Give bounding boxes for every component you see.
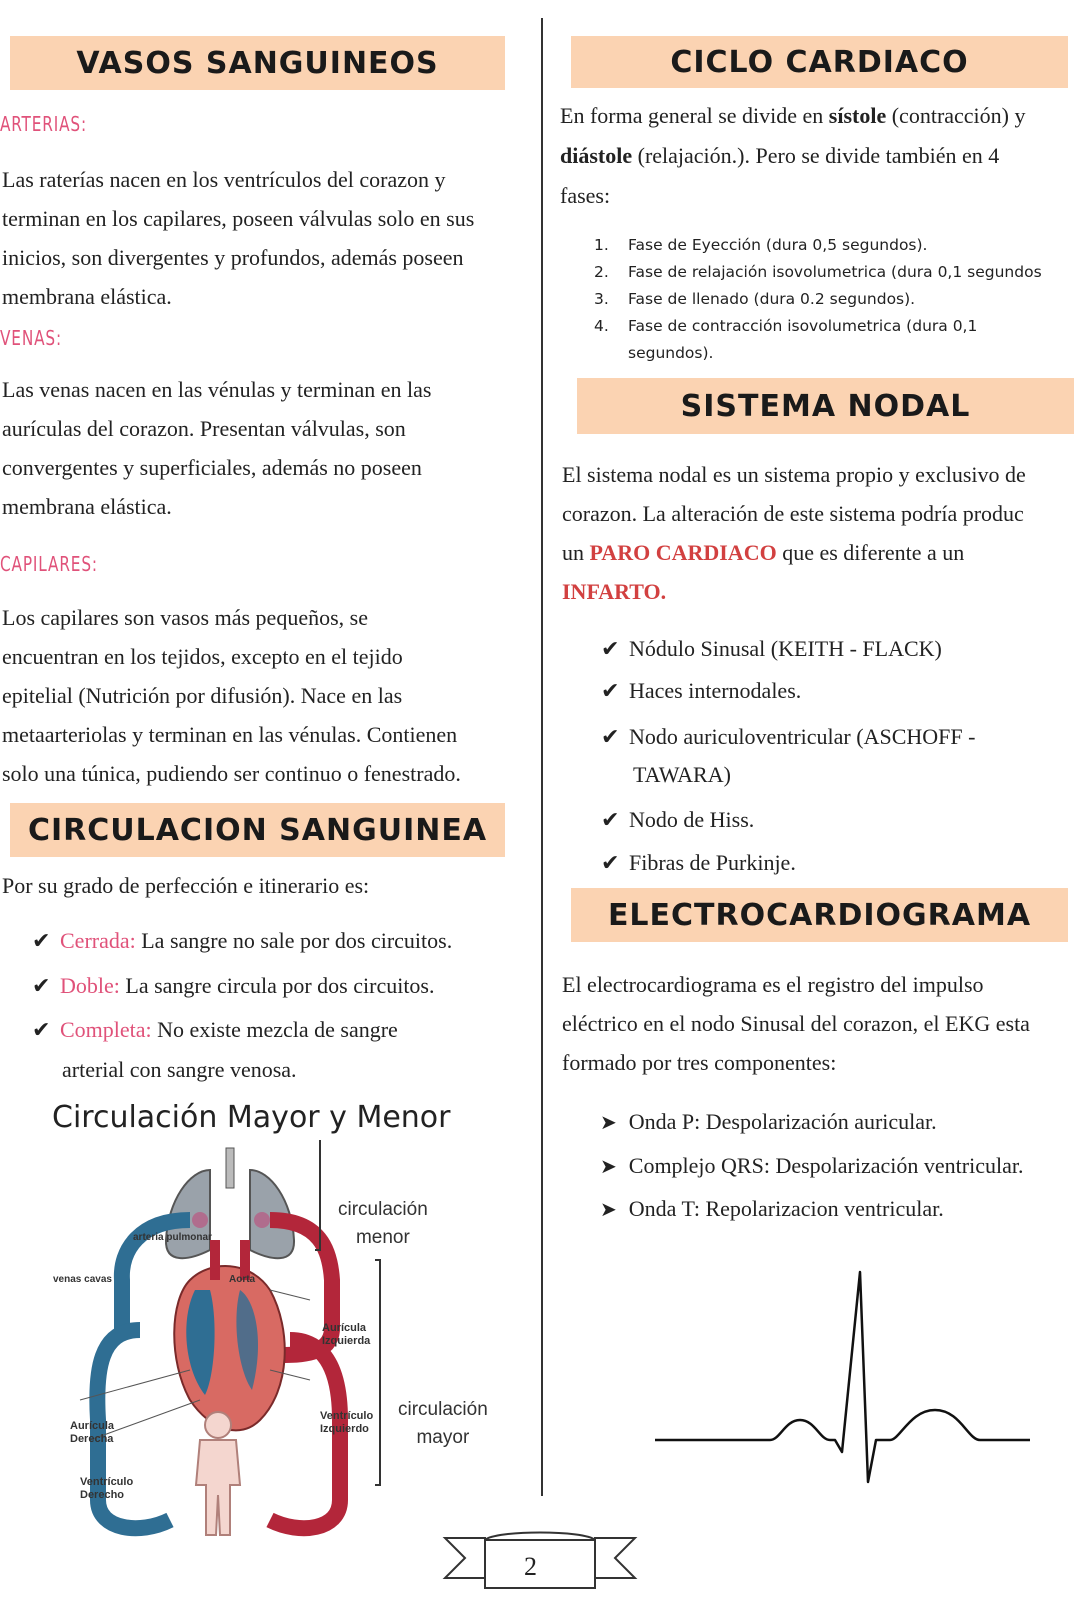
- circulacion-item-cerrada: ✔ Cerrada: La sangre no sale por dos circuitos.: [32, 928, 453, 954]
- label-circulacion-menor: circulación menor: [338, 1199, 428, 1248]
- ciclo-cardiaco-title: CICLO CARDIACO: [670, 44, 969, 80]
- list-item: 4. Fase de contracción isovolumetrica (dura 0,1: [594, 317, 978, 335]
- column-divider: [541, 18, 543, 1496]
- capilares-heading: CAPILARES:: [0, 552, 98, 576]
- heart-icon: [174, 1240, 285, 1430]
- arterias-heading: ARTERIAS:: [0, 112, 87, 136]
- label-ventriculo-izquierdo: Ventrículo Izquierdo: [320, 1410, 374, 1435]
- list-item: 3. Fase de llenado (dura 0.2 segundos).: [594, 290, 916, 308]
- list-item-cont: segundos).: [628, 344, 714, 362]
- vasos-sanguineos-banner: [10, 36, 505, 90]
- list-item: 1. Fase de Eyección (dura 0,5 segundos).: [594, 236, 928, 254]
- ciclo-phases-list: [594, 232, 1042, 367]
- ekg-item-onda-t: ➤ Onda T: Repolarizacion ventricular.: [600, 1196, 944, 1221]
- nodal-item-internodales: ✔ Haces internodales.: [601, 678, 802, 704]
- check-icon: ✔: [32, 974, 51, 999]
- page-number: 2: [524, 1552, 537, 1581]
- nodal-item-purkinje: ✔ Fibras de Purkinje.: [601, 850, 796, 876]
- nodal-item-sinusal: ✔ Nódulo Sinusal (KEITH - FLACK): [601, 636, 942, 662]
- label-auricula-izquierda: Aurícula Izquierda: [322, 1322, 371, 1347]
- vasos-sanguineos-title: VASOS SANGUINEOS: [76, 45, 439, 81]
- arrow-bullet-icon: ➤: [600, 1197, 617, 1221]
- label-ventriculo-derecho: Ventrículo Derecho: [80, 1476, 134, 1501]
- diagram-title: Circulación Mayor y Menor: [52, 1100, 451, 1135]
- arterias-paragraph: Las raterías nacen en los ventrículos del corazon y terminan en los capilares, poseen válvulas solo en sus inicios, son divergentes y profundos, además poseen membrana elástica.: [2, 167, 475, 309]
- electrocardiograma-banner: [571, 888, 1068, 942]
- check-icon: ✔: [601, 808, 620, 833]
- capilares-paragraph: Los capilares son vasos más pequeños, se encuentran en los tejidos, excepto en el tejido epitelial (Nutrición por difusión). Nace en las metaarteriolas y terminan en las vénulas. Contienen solo una túnica, pudiendo ser continuo o fenestrado.: [2, 605, 461, 786]
- check-icon: ✔: [601, 679, 620, 704]
- nodal-item-av-cont: TAWARA): [633, 762, 731, 787]
- electrocardiograma-title: ELECTROCARDIOGRAMA: [607, 897, 1032, 933]
- arrow-bullet-icon: ➤: [600, 1154, 617, 1178]
- circulacion-sanguinea-title: CIRCULACION SANGUINEA: [27, 812, 488, 848]
- ekg-item-qrs: ➤ Complejo QRS: Despolarización ventricular.: [600, 1153, 1024, 1178]
- label-venas-cavas: venas cavas: [53, 1274, 112, 1285]
- check-icon: ✔: [601, 851, 620, 876]
- venas-heading: VENAS:: [0, 326, 62, 350]
- ekg-waveform: [650, 1260, 1040, 1490]
- nodal-paragraph: El sistema nodal es un sistema propio y exclusivo de corazon. La alteración de este sistema podría produc un PARO CARDIACO que es diferente a un INFARTO.: [562, 462, 1026, 604]
- nodal-item-av: ✔ Nodo auriculoventricular (ASCHOFF -: [601, 724, 976, 750]
- ekg-item-onda-p: ➤ Onda P: Despolarización auricular.: [600, 1109, 937, 1134]
- nodal-item-hiss: ✔ Nodo de Hiss.: [601, 807, 755, 833]
- bracket-mayor: [375, 1260, 380, 1485]
- label-circulacion-mayor: circulación mayor: [398, 1399, 488, 1448]
- check-icon: ✔: [32, 1018, 51, 1043]
- check-icon: ✔: [601, 637, 620, 662]
- circulacion-item-completa-cont: arterial con sangre venosa.: [62, 1057, 297, 1082]
- arrow-bullet-icon: ➤: [600, 1110, 617, 1134]
- circulacion-item-doble: ✔ Doble: La sangre circula por dos circuitos.: [32, 973, 435, 999]
- ciclo-cardiaco-banner: [571, 36, 1068, 88]
- circulacion-sanguinea-banner: [10, 803, 505, 857]
- list-item: 2. Fase de relajación isovolumetrica (dura 0,1 segundos: [594, 263, 1042, 281]
- ekg-paragraph: El electrocardiograma es el registro del impulso eléctrico en el nodo Sinusal del corazon, el EKG esta formado por tres componentes:: [562, 972, 1030, 1075]
- label-aorta: Aorta: [229, 1274, 256, 1285]
- page-number-ribbon: [440, 1528, 640, 1598]
- sistema-nodal-banner: [577, 378, 1074, 434]
- venas-paragraph: Las venas nacen en las vénulas y terminan en las aurículas del corazon. Presentan válvulas, son convergentes y superficiales, además no poseen membrana elástica.: [2, 377, 432, 519]
- sistema-nodal-title: SISTEMA NODAL: [680, 388, 971, 424]
- circulacion-item-completa: ✔ Completa: No existe mezcla de sangre: [32, 1017, 398, 1043]
- check-icon: ✔: [32, 929, 51, 954]
- check-icon: ✔: [601, 725, 620, 750]
- label-auricula-derecha: Aurícula Derecha: [70, 1420, 115, 1445]
- label-arteria-pulmonar: arteria pulmonar: [133, 1232, 212, 1243]
- ciclo-paragraph: En forma general se divide en sístole (contracción) y diástole (relajación.). Pero se divide también en 4 fases:: [560, 103, 1026, 208]
- circulacion-intro: Por su grado de perfección e itinerario es:: [2, 873, 370, 898]
